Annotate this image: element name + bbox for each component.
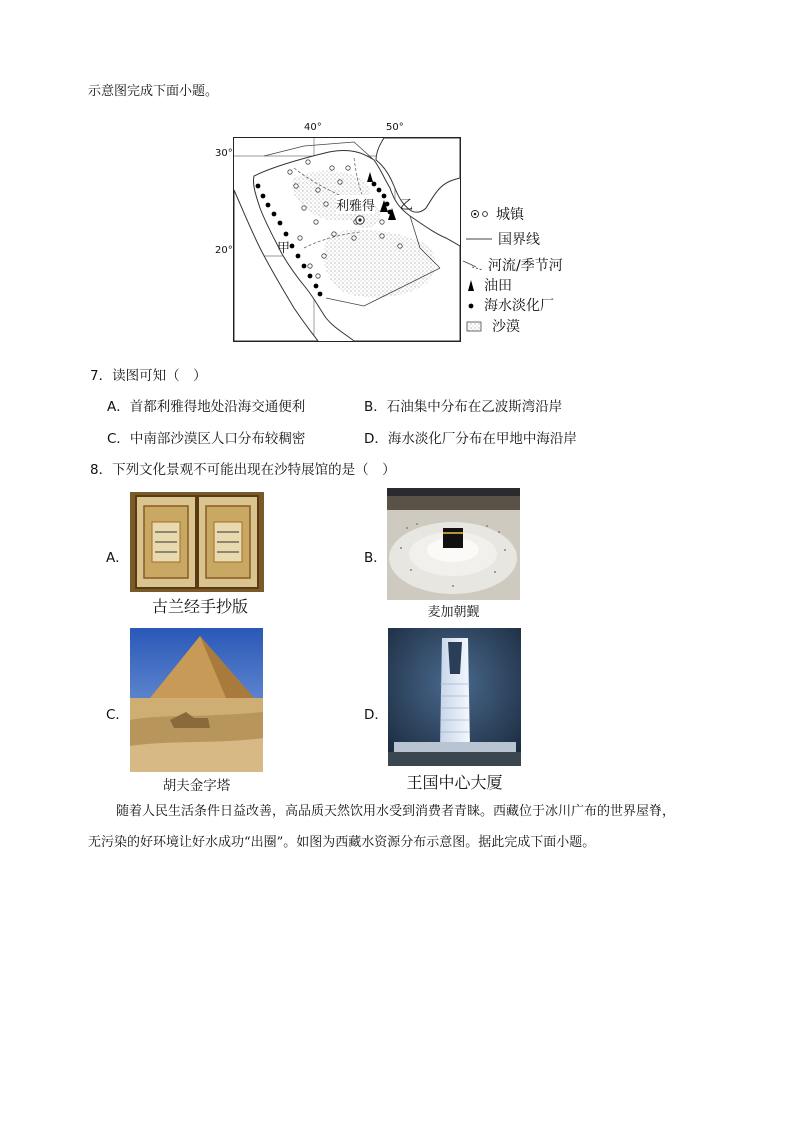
q7-stem: 7．读图可知（ ） [90, 368, 207, 384]
q7-option-b[interactable]: B．石油集中分布在乙波斯湾沿岸 [364, 399, 563, 415]
legend-desalination: 海水淡化厂 [466, 295, 554, 315]
q7-option-c[interactable]: C．中南部沙漠区人口分布较稠密 [107, 431, 306, 447]
q7-option-d[interactable]: D．海水淡化厂分布在甲地中海沿岸 [364, 431, 577, 447]
quran-manuscript-image [130, 492, 264, 592]
map-svg [234, 138, 460, 341]
lat-label-30: 30° [215, 148, 233, 159]
legend-oilfield: 油田 [466, 275, 512, 295]
river-icon [462, 258, 484, 272]
jia-label: 甲 [277, 241, 291, 256]
legend-town: 城镇 [470, 204, 524, 224]
legend-border: 国界线 [466, 229, 540, 249]
yi-label: 乙 [400, 198, 414, 213]
q8-option-d-letter[interactable]: D． [364, 707, 388, 723]
q8-caption-c: 胡夫金字塔 [162, 778, 231, 794]
town-icon [470, 207, 492, 221]
khufu-pyramid-image [130, 628, 263, 772]
q8-option-a-letter[interactable]: A． [106, 550, 129, 566]
capital-riyadh [356, 216, 364, 224]
desert-icon [466, 319, 488, 333]
passage-line-2: 无污染的好环境让好水成功“出圈”。如图为西藏水资源分布示意图。据此完成下面小题。 [88, 835, 596, 850]
map-frame [233, 137, 461, 342]
legend-river: 河流/季节河 [462, 255, 563, 275]
lon-label-50: 50° [386, 122, 404, 133]
lon-label-40: 40° [304, 122, 322, 133]
q7-option-a[interactable]: A．首都利雅得地处沿海交通便利 [107, 399, 306, 415]
q8-caption-d: 王国中心大厦 [406, 773, 503, 792]
q8-option-c-letter[interactable]: C． [106, 707, 129, 723]
legend-desert: 沙漠 [466, 316, 520, 336]
q8-stem: 8．下列文化景观不可能出现在沙特展馆的是（ ） [90, 462, 396, 478]
kingdom-centre-image [388, 628, 521, 766]
border-line-icon [466, 232, 494, 246]
q8-caption-b: 麦加朝觐 [427, 605, 480, 620]
desalination-plant-icon [466, 298, 480, 312]
mecca-pilgrimage-image [387, 488, 520, 600]
intro-text: 示意图完成下面小题。 [88, 84, 219, 99]
q8-caption-a: 古兰经手抄版 [151, 597, 248, 616]
lat-label-20: 20° [215, 245, 233, 256]
capital-label: 利雅得 [336, 195, 375, 214]
q8-option-b-letter[interactable]: B． [364, 550, 387, 566]
passage-line-1: 随着人民生活条件日益改善，高品质天然饮用水受到消费者青睐。西藏位于冰川广布的世界屋脊， [116, 804, 676, 819]
oilfield-icon [466, 278, 480, 292]
